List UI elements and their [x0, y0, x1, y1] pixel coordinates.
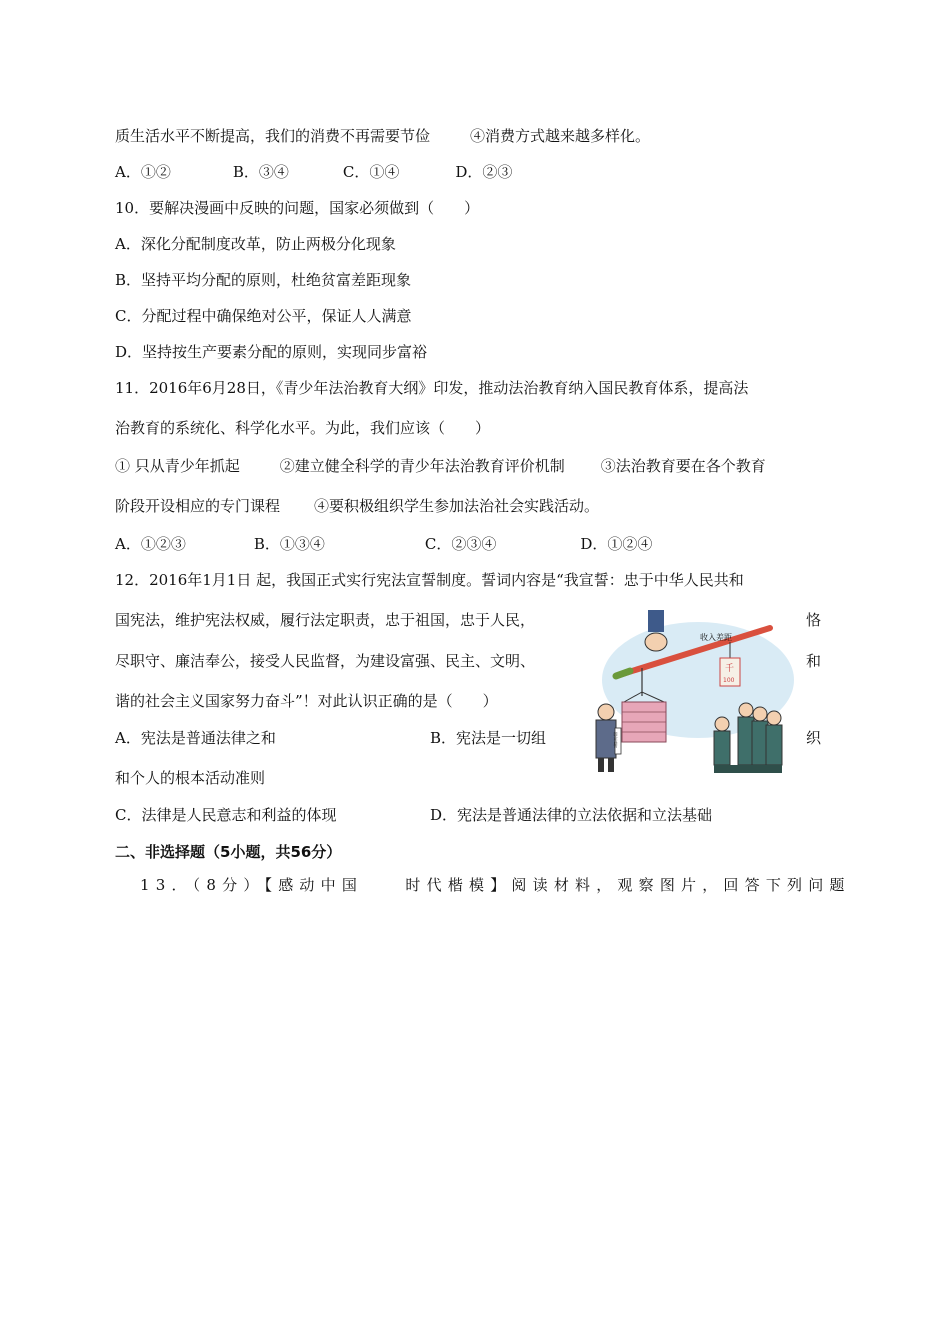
label-thousand: 千 — [725, 664, 735, 674]
q11-option-b: B．①③④ — [253, 535, 325, 553]
q12-stem-line-2-end: 恪 — [806, 611, 822, 629]
q12-option-b: B．宪法是一切组 — [430, 729, 547, 747]
q12-stem-line-3: 尽职守、廉洁奉公，接受人民监督，为建设富强、民主、文明、 — [115, 652, 536, 670]
q12-option-b-line-2: 和个人的根本活动准则 — [115, 769, 266, 787]
q9-option-3-text: 质生活水平不断提高，我们的消费不再需要节俭 — [115, 127, 431, 145]
q12-option-b-cont: 织 — [806, 729, 822, 747]
q9-option-d: D．②③ — [455, 163, 513, 181]
q11-statement-3-cont: 阶段开设相应的专门课程 — [115, 497, 281, 515]
q11-stem-line-2: 治教育的系统化、科学化水平。为此，我们应该（ ） — [115, 419, 491, 437]
text-line — [115, 126, 650, 146]
label-executive: 国企高管 — [613, 732, 619, 748]
q11-stem-line-1: 11．2016年6月28日，《青少年法治教育大纲》印发，推动法治教育纳入国民教育体系，提高法 — [115, 379, 749, 397]
q13-stem: 13．（8分）【感动中国 时代楷模】阅读材料，观察图片，回答下列问题 — [140, 876, 851, 894]
q12-stem-line-4: 谐的社会主义国家努力奋斗”！对此认识正确的是（ ） — [115, 692, 498, 710]
q10-option-a: A．深化分配制度改革，防止两极分化现象 — [115, 235, 396, 253]
q9-options — [115, 162, 512, 182]
q9-option-b: B．③④ — [232, 163, 289, 181]
q11-statements-line-2 — [115, 496, 599, 516]
q12-option-d: D．宪法是普通法律的立法依据和立法基础 — [430, 806, 713, 824]
section-heading: 二、非选择题（5小题，共56分） — [115, 843, 342, 861]
q12-stem-line-2: 国宪法，维护宪法权威，履行法定职责，忠于祖国，忠于人民， — [115, 611, 536, 629]
q10-stem: 10．要解决漫画中反映的问题，国家必须做到（ ） — [115, 199, 480, 217]
q10-option-d: D．坚持按生产要素分配的原则，实现同步富裕 — [115, 343, 428, 361]
label-100: 100 — [723, 677, 735, 684]
q9-option-a: A．①② — [115, 163, 171, 181]
q12-option-c: C．法律是人民意志和利益的体现 — [115, 806, 337, 824]
q12-stem-line-3-end: 和 — [806, 652, 822, 670]
q11-statement-4: ④要积极组织学生参加法治社会实践活动。 — [314, 497, 600, 515]
q11-statement-3: ③法治教育要在各个教育 — [600, 457, 766, 475]
q9-option-4-text: ④消费方式越来越多样化。 — [470, 127, 651, 145]
q10-option-c: C．分配过程中确保绝对公平，保证人人满意 — [115, 307, 412, 325]
q12-option-a: A．宪法是普通法律之和 — [115, 729, 276, 747]
q10-option-b: B．坚持平均分配的原则，杜绝贫富差距现象 — [115, 271, 412, 289]
q11-option-d: D．①②④ — [580, 535, 653, 553]
income-gap-cartoon — [588, 610, 796, 778]
q9-option-c: C．①④ — [342, 163, 400, 181]
q11-option-a: A．①②③ — [115, 535, 186, 553]
label-income-gap: 收入差距 — [700, 633, 732, 642]
q11-statement-2: ②建立健全科学的青少年法治教育评价机制 — [279, 457, 565, 475]
q12-stem-line-1: 12．2016年1月1日 起，我国正式实行宪法宣誓制度。誓词内容是“我宣誓：忠于中华人民共和 — [115, 571, 744, 589]
q11-statements-line-1 — [115, 456, 766, 476]
q11-statement-1: ① 只从青少年抓起 — [115, 457, 240, 475]
q11-options — [115, 534, 652, 554]
q11-option-c: C．②③④ — [424, 535, 497, 553]
